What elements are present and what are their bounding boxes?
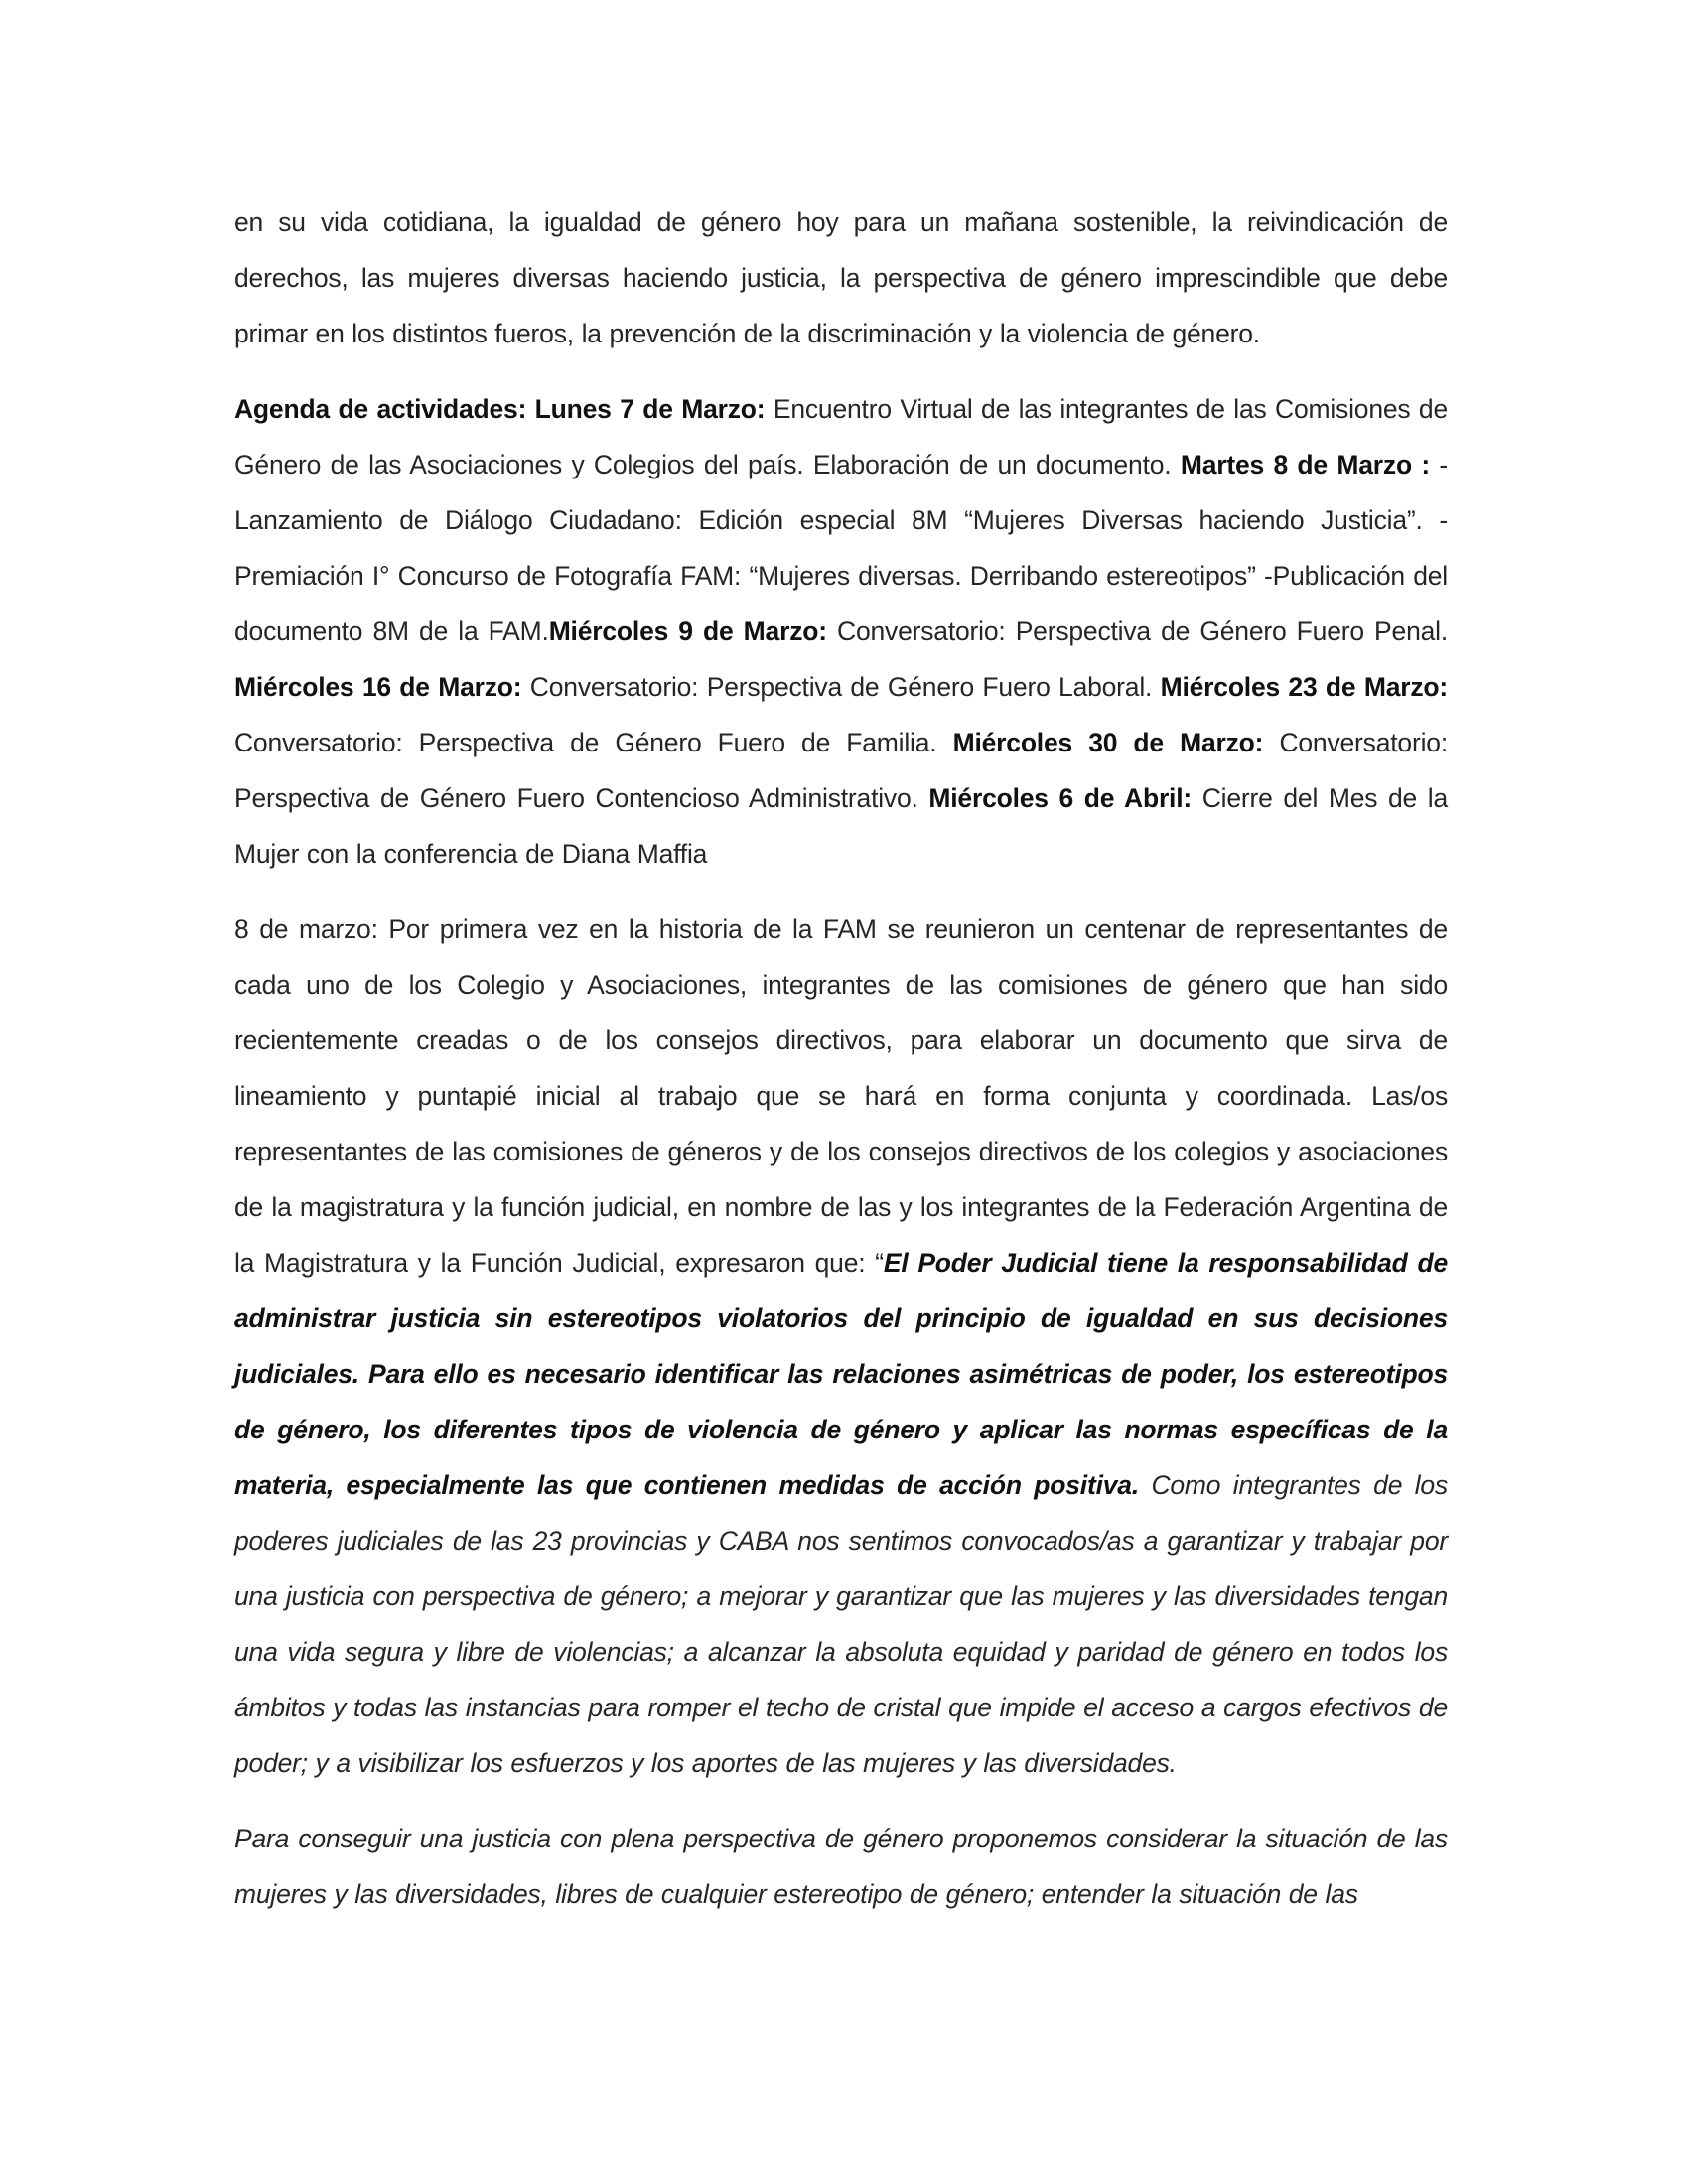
agenda-date: Miércoles 23 de Marzo: — [1160, 672, 1449, 702]
agenda-date: Martes 8 de Marzo : — [1180, 450, 1430, 479]
agenda-heading: Agenda de actividades: Lunes 7 de Marzo: — [234, 394, 766, 424]
agenda-text: Conversatorio: Perspectiva de Género Fuero Penal. — [826, 616, 1448, 646]
paragraph-intro: en su vida cotidiana, la igualdad de género hoy para un mañana sostenible, la reivindicación de derechos, las mujeres diversas haciendo justicia, la perspectiva de género imprescindible que debe primar en los distintos fueros, la prevención de la discriminación y la violencia de género. — [234, 207, 1448, 348]
agenda-date: Miércoles 6 de Abril: — [928, 783, 1193, 813]
agenda-text: Encuentro Virtual de las integrantes de las Comisiones de Género de las Asociaciones y Colegios del país. Elaboración de un documento. — [234, 394, 1448, 479]
agenda-text: Conversatorio: Perspectiva de Género Fuero Contencioso Administrativo. — [234, 728, 1448, 813]
document-body — [234, 195, 1448, 1942]
quote-bold-italic: El Poder Judicial tiene la responsabilidad de administrar justicia sin estereotipos violatorios del principio de igualdad en sus decisiones judiciales. Para ello es necesario identificar las relaciones asimétricas de poder, los estereotipos de género, los diferentes tipos de violencia de género y aplicar las normas específicas de la materia, especialmente las que contienen medidas de acción positiva. — [234, 1248, 1448, 1500]
agenda-date: Miércoles 30 de Marzo: — [952, 728, 1264, 757]
march-8-intro: 8 de marzo: Por primera vez en la historia de la FAM se reunieron un centenar de representantes de cada uno de los Colegio y Asociaciones, integrantes de las comisiones de género que han sido recientemente creadas o de los consejos directivos, para elaborar un documento que sirva de lineamiento y puntapié inicial al trabajo que se hará en forma conjunta y coordinada. Las/os representantes de las comisiones de géneros y de los consejos directivos de los colegios y asociaciones de la magistratura y la función judicial, en nombre de las y los integrantes de la Federación Argentina de la Magistratura y la Función Judicial, expresaron que: “ — [234, 914, 1448, 1278]
agenda-text: Cierre del Mes de la Mujer con la conferencia de Diana Maffia — [234, 783, 1448, 869]
quote-italic: Como integrantes de los poderes judiciales de las 23 provincias y CABA nos sentimos convocados/as a garantizar y trabajar por una justicia con perspectiva de género; a mejorar y garantizar que las mujeres y las diversidades tengan una vida segura y libre de violencias; a alcanzar la absoluta equidad y paridad de género en todos los ámbitos y todas las instancias para romper el techo de cristal que impide el acceso a cargos efectivos de poder; y a visibilizar los esfuerzos y los aportes de las mujeres y las diversidades. — [234, 1470, 1448, 1778]
agenda-date: Miércoles 16 de Marzo: — [234, 672, 522, 702]
agenda-text: -Lanzamiento de Diálogo Ciudadano: Edición especial 8M “Mujeres Diversas haciendo Justicia”. -Premiación I° Concurso de Fotografía FAM: “Mujeres diversas. Derribando estereotipos” -Publicación del documento 8M de la FAM. — [234, 450, 1448, 646]
paragraph-agenda — [234, 381, 1448, 882]
agenda-text: Conversatorio: Perspectiva de Género Fuero de Familia. — [234, 728, 953, 757]
paragraph-proposal: Para conseguir una justicia con plena perspectiva de género proponemos considerar la situación de las mujeres y las diversidades, libres de cualquier estereotipo de género; entender la situación de las — [234, 1824, 1448, 1909]
agenda-text: Conversatorio: Perspectiva de Género Fuero Laboral. — [521, 672, 1161, 702]
paragraph-march-8 — [234, 901, 1448, 1791]
agenda-date: Miércoles 9 de Marzo: — [548, 616, 827, 646]
